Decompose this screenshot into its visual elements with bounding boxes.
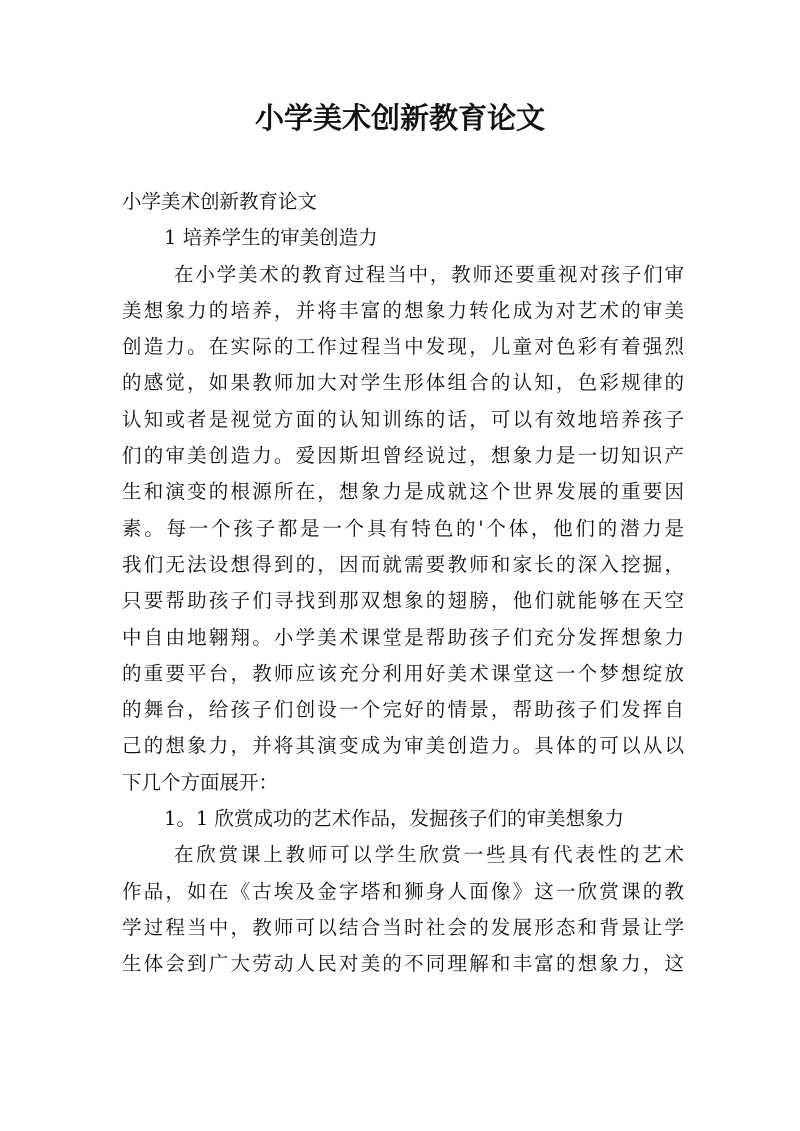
paragraph-line: 学过程当中，教师可以结合当时社会的发展形态和背景让学: [122, 915, 684, 939]
paragraph-line: 下几个方面展开：: [122, 770, 279, 794]
paragraph-line: 在小学美术的教育过程当中，教师还要重视对孩子们审: [174, 262, 684, 286]
section-heading-1: 1 培养学生的审美创造力: [164, 226, 378, 250]
paragraph-line: 们的审美创造力。爱因斯坦曾经说过，想象力是一切知识产: [122, 444, 684, 468]
paragraph-line: 创造力。在实际的工作过程当中发现，儿童对色彩有着强烈: [122, 335, 684, 359]
paragraph-line: 生体会到广大劳动人民对美的不同理解和丰富的想象力，这: [122, 952, 684, 976]
paragraph-1: [122, 257, 684, 801]
paragraph-2: [122, 837, 684, 982]
paragraph-line: 的重要平台，教师应该充分利用好美术课堂这一个梦想绽放: [122, 661, 684, 685]
paragraph-line: 素。每一个孩子都是一个具有特色的'个体，他们的潜力是: [122, 516, 684, 540]
paragraph-line: 己的想象力，并将其演变成为审美创造力。具体的可以从以: [122, 734, 684, 758]
paragraph-line: 美想象力的培养，并将丰富的想象力转化成为对艺术的审美: [122, 298, 684, 322]
subtitle: 小学美术创新教育论文: [122, 190, 318, 213]
paragraph-line: 只要帮助孩子们寻找到那双想象的翅膀，他们就能够在天空: [122, 589, 684, 613]
paragraph-line: 中自由地翱翔。小学美术课堂是帮助孩子们充分发挥想象力: [122, 625, 684, 649]
paragraph-line: 的舞台，给孩子们创设一个完好的情景，帮助孩子们发挥自: [122, 698, 684, 722]
section-heading-2: 1。1 欣赏成功的艺术作品，发掘孩子们的审美想象力: [164, 807, 625, 831]
page-title: 小学美术创新教育论文: [254, 101, 545, 135]
document-body: [122, 184, 684, 983]
paragraph-line: 生和演变的根源所在，想象力是成就这个世界发展的重要因: [122, 480, 684, 504]
paragraph-line: 我们无法设想得到的，因而就需要教师和家长的深入挖掘，: [122, 552, 684, 576]
paragraph-line: 在欣赏课上教师可以学生欣赏一些具有代表性的艺术: [174, 843, 684, 867]
paragraph-line: 的感觉，如果教师加大对学生形体组合的认知，色彩规律的: [122, 371, 684, 395]
paragraph-line: 认知或者是视觉方面的认知训练的话，可以有效地培养孩子: [122, 407, 684, 431]
paragraph-line: 作品，如在《古埃及金字塔和狮身人面像》这一欣赏课的教: [122, 879, 684, 903]
